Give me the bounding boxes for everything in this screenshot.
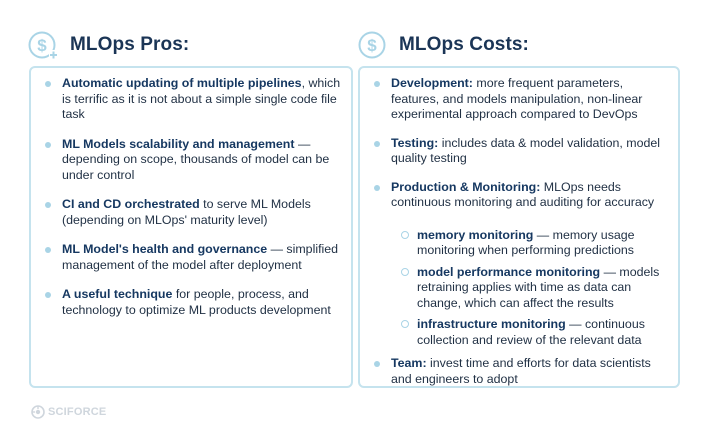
costs-item-text: includes data & model validation, model quality testing bbox=[391, 135, 661, 165]
pros-item-bold: ML Model's health and governance bbox=[62, 242, 268, 256]
monitoring-subitem-bold: model performance monitoring bbox=[417, 264, 601, 279]
costs-item-text: more frequent parameters, features, and models manipulation, non-linear experimental approach compared to DevOps bbox=[391, 76, 643, 121]
pros-item bbox=[45, 137, 341, 184]
costs-item bbox=[374, 356, 670, 387]
costs-item-bold: Team: bbox=[391, 356, 427, 370]
costs-item-text: invest time and efforts for data scientists and engineers to adopt bbox=[391, 356, 651, 386]
costs-item-bold: Testing: bbox=[391, 135, 439, 150]
costs-card bbox=[358, 66, 680, 388]
pros-item bbox=[45, 76, 341, 123]
monitoring-subitem-bold: memory monitoring bbox=[417, 227, 534, 242]
sciforce-logo-icon bbox=[31, 405, 45, 419]
brand-logo bbox=[31, 405, 106, 419]
monitoring-sublist bbox=[401, 228, 670, 349]
monitoring-subitem-text: — memory usage monitoring when performing predictions bbox=[417, 227, 635, 257]
pros-item-bold: ML Models scalability and management bbox=[62, 136, 295, 151]
brand-name: SCIFORCE bbox=[48, 406, 107, 418]
monitoring-subitem-text: — continuous collection and review of the relevant data bbox=[417, 317, 645, 347]
costs-item-bold: Production & Monitoring: bbox=[391, 179, 541, 194]
pros-item-text: — simplified management of the model after deployment bbox=[62, 242, 339, 272]
pros-item bbox=[45, 242, 341, 273]
pros-list bbox=[45, 76, 341, 318]
monitoring-subitem bbox=[401, 265, 670, 312]
costs-item bbox=[374, 180, 670, 349]
pros-card bbox=[29, 66, 353, 388]
pros-title: MLOps Pros: bbox=[70, 34, 190, 55]
costs-item bbox=[374, 136, 670, 167]
monitoring-subitem bbox=[401, 317, 670, 348]
costs-item-bold: Development: bbox=[391, 76, 473, 90]
monitoring-subitem bbox=[401, 228, 670, 259]
pros-item bbox=[45, 197, 341, 228]
svg-text:$: $ bbox=[37, 36, 47, 55]
dollar-plus-icon bbox=[28, 30, 58, 60]
pros-item-text: to serve ML Models (depending on MLOps' maturity level) bbox=[62, 197, 311, 227]
costs-header bbox=[357, 28, 529, 62]
pros-item-text: , which is terrific as it is not about a simple single code file task bbox=[62, 76, 341, 121]
dollar-icon bbox=[357, 30, 387, 60]
monitoring-subitem-bold: infrastructure monitoring bbox=[417, 317, 566, 331]
costs-list bbox=[374, 76, 670, 387]
costs-title: MLOps Costs: bbox=[399, 34, 529, 55]
pros-item-text: for people, process, and technology to optimize ML products development bbox=[62, 287, 331, 317]
monitoring-subitem-text: — models retraining applies with time as data can change, which can affect the results bbox=[417, 264, 660, 310]
costs-item-text: MLOps needs continuous monitoring and auditing for accuracy bbox=[391, 179, 655, 209]
svg-text:$: $ bbox=[367, 36, 377, 55]
costs-item bbox=[374, 76, 670, 123]
pros-item-bold: Automatic updating of multiple pipelines bbox=[62, 76, 302, 90]
pros-item-bold: A useful technique bbox=[62, 287, 173, 301]
pros-item-text: — depending on scope, thousands of model can be under control bbox=[62, 136, 330, 182]
pros-item-bold: CI and CD orchestrated bbox=[62, 197, 200, 211]
pros-item bbox=[45, 287, 341, 318]
pros-header bbox=[28, 28, 189, 62]
